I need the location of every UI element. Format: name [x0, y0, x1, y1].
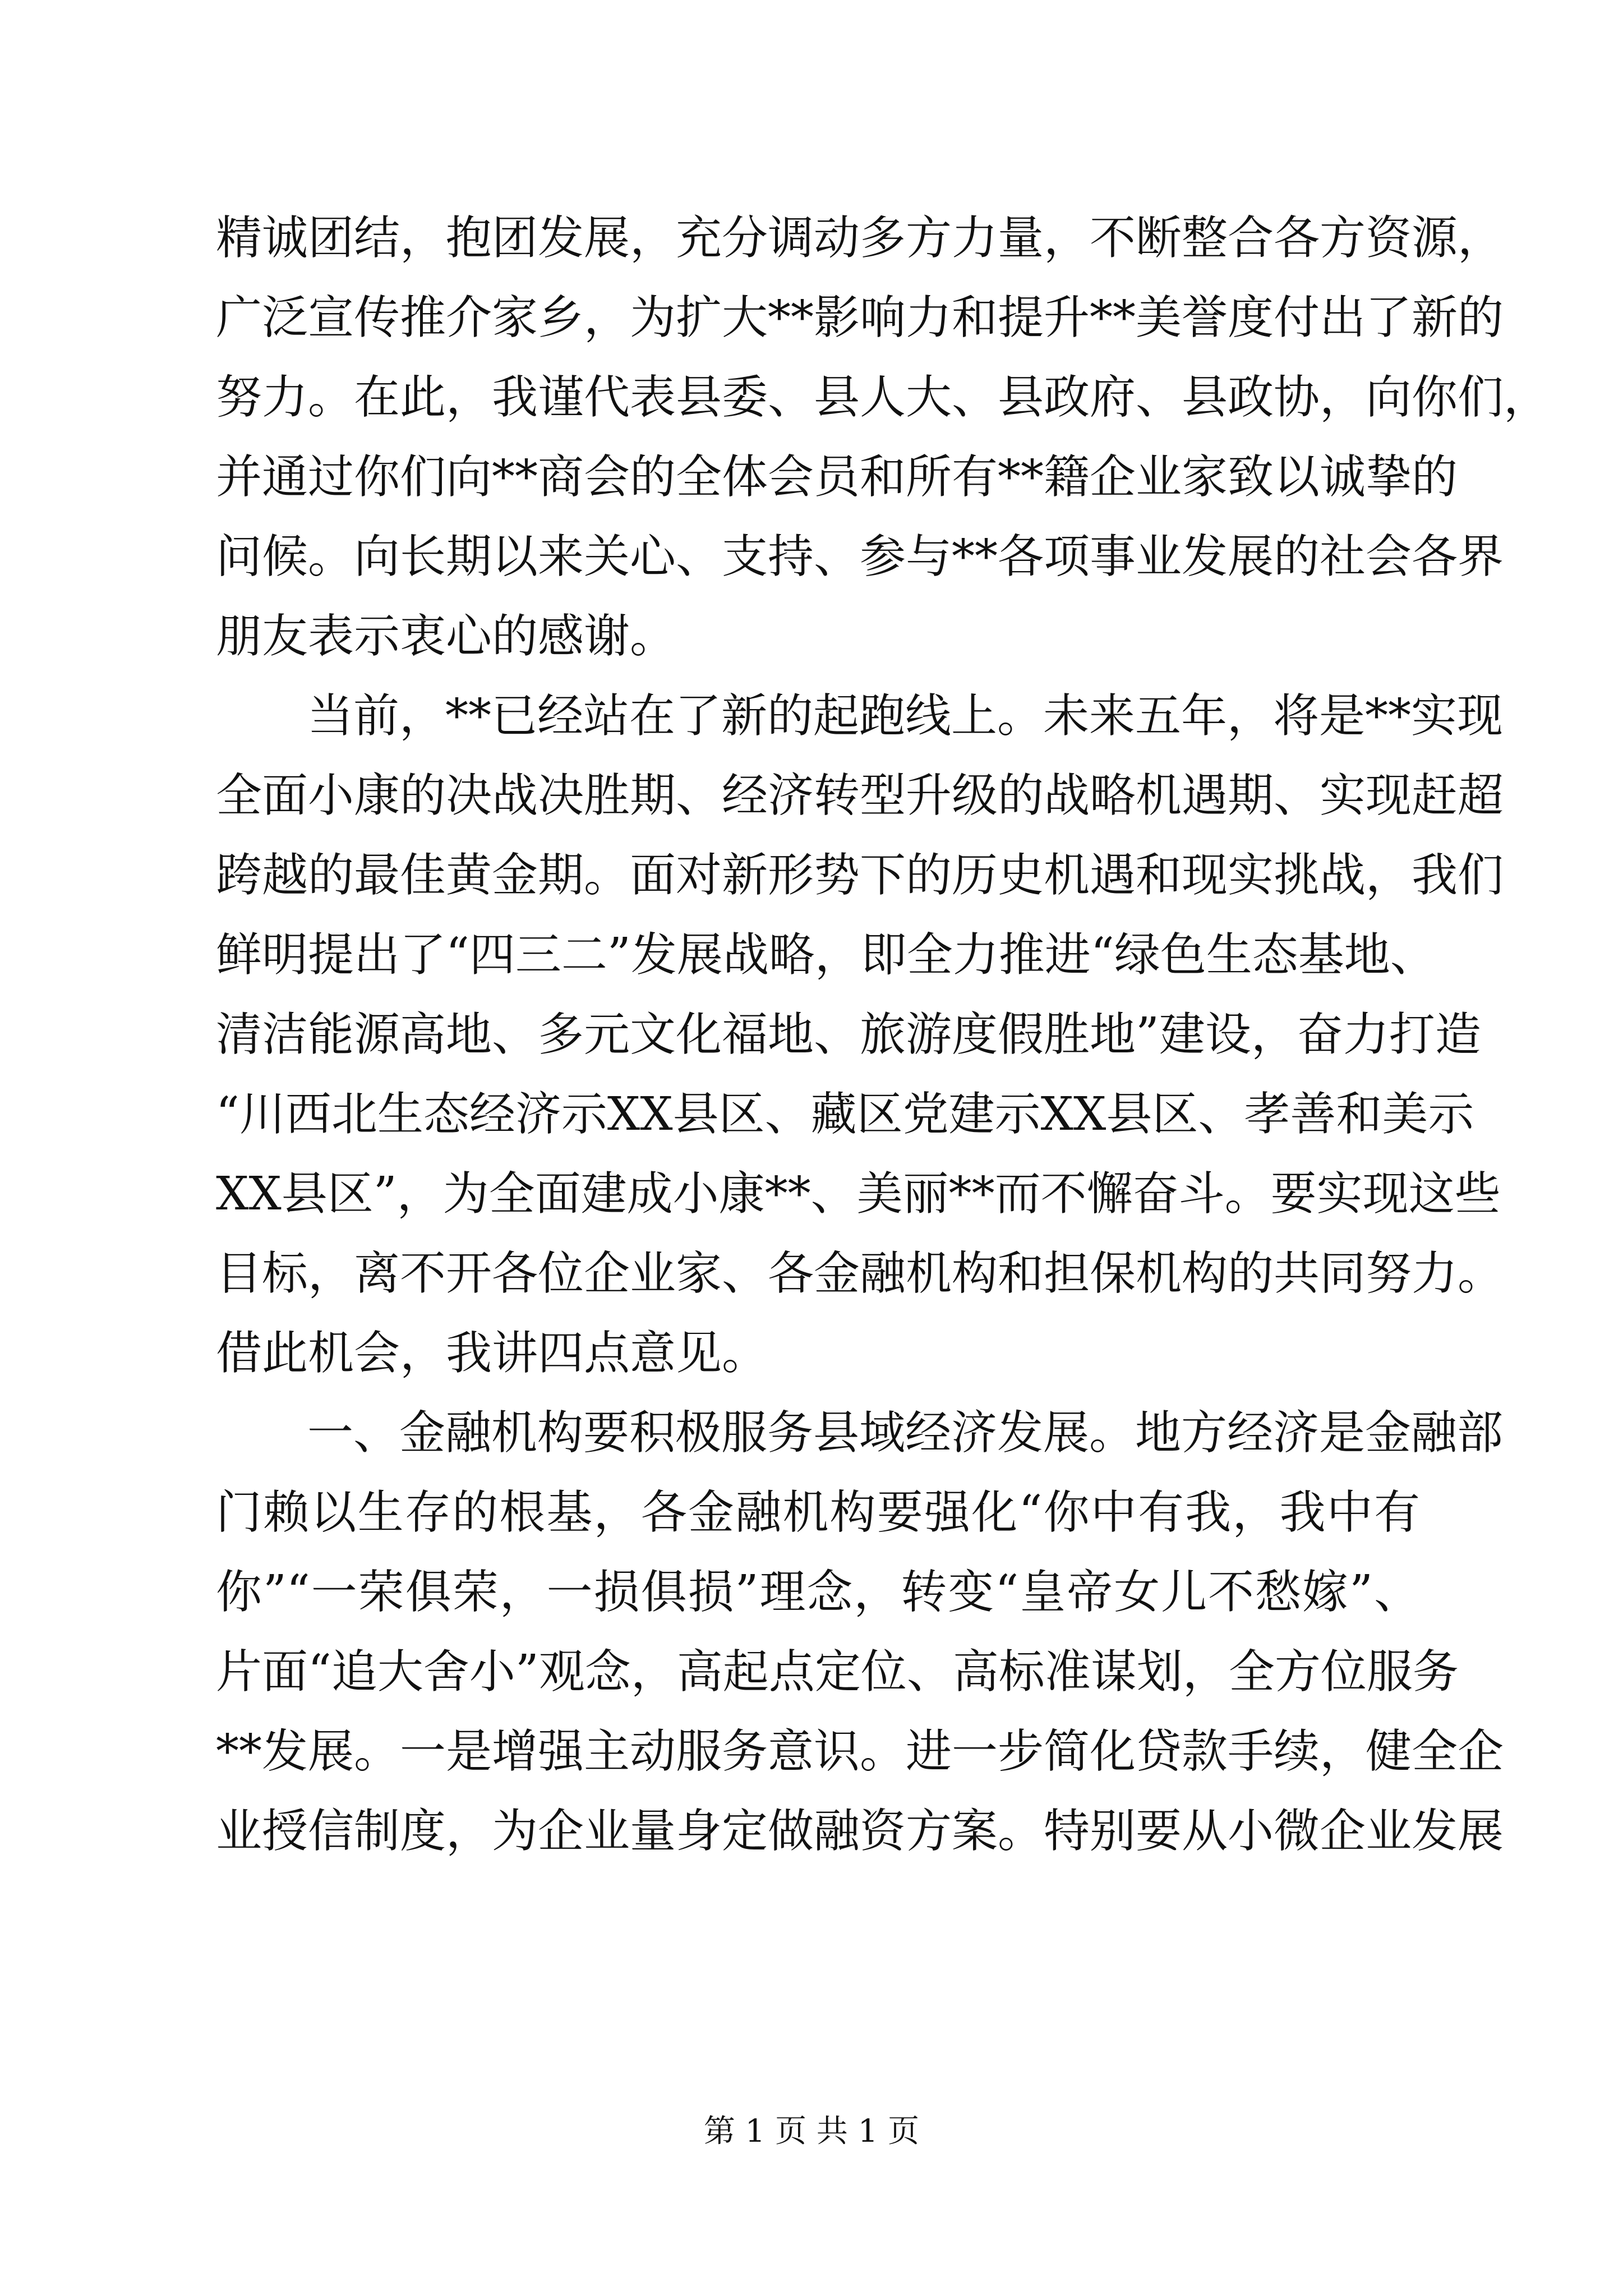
text-line: 精诚团结，抱团发展，充分调动多方力量，不断整合各方资源，: [216, 211, 1504, 265]
text-line: 全面小康的决战决胜期、经济转型升级的战略机遇期、实现赶超: [216, 769, 1504, 822]
text-line: 片面“追大舍小”观念，高起点定位、高标准谋划，全方位服务: [216, 1645, 1459, 1699]
text-line: 鲜明提出了“四三二”发展战略，即全力推进“绿色生态基地、: [216, 928, 1436, 982]
page-number-footer: 第 1 页 共 1 页: [703, 2113, 920, 2150]
text-line: 问候。向长期以来关心、支持、参与**各项事业发展的社会各界: [216, 530, 1504, 583]
text-line: XX县区”，为全面建成小康**、美丽**而不懈奋斗。要实现这些: [216, 1167, 1501, 1221]
text-line: “川西北生态经济示XX县区、藏区党建示XX县区、孝善和美示: [216, 1088, 1474, 1141]
text-line: 你”“一荣俱荣，一损俱损”理念，转变“皇帝女儿不愁嫁”、: [216, 1566, 1420, 1619]
text-line: 朋友表示衷心的感谢。: [216, 610, 676, 663]
text-line: 清洁能源高地、多元文化福地、旅游度假胜地”建设，奋力打造: [216, 1008, 1481, 1061]
text-line: **发展。一是增强主动服务意识。进一步简化贷款手续，健全企: [216, 1725, 1504, 1778]
text-line: 借此机会，我讲四点意见。: [216, 1327, 768, 1380]
text-line: 当前，**已经站在了新的起跑线上。未来五年，将是**实现: [307, 689, 1504, 743]
text-line: 门赖以生存的根基，各金融机构要强化“你中有我，我中有: [216, 1486, 1420, 1539]
text-line: 广泛宣传推介家乡，为扩大**影响力和提升**美誉度付出了新的: [216, 291, 1504, 344]
text-line: 一、金融机构要积极服务县域经济发展。地方经济是金融部: [307, 1406, 1504, 1460]
text-line: 并通过你们向**商会的全体会员和所有**籍企业家致以诚挚的: [216, 450, 1458, 504]
text-line: 业授信制度，为企业量身定做融资方案。特别要从小微企业发展: [216, 1805, 1504, 1858]
text-line: 目标，离不开各位企业家、各金融机构和担保机构的共同努力。: [216, 1247, 1504, 1300]
text-line: 努力。在此，我谨代表县委、县人大、县政府、县政协，向你们，: [216, 371, 1550, 424]
text-line: 跨越的最佳黄金期。面对新形势下的历史机遇和现实挑战，我们: [216, 849, 1504, 902]
